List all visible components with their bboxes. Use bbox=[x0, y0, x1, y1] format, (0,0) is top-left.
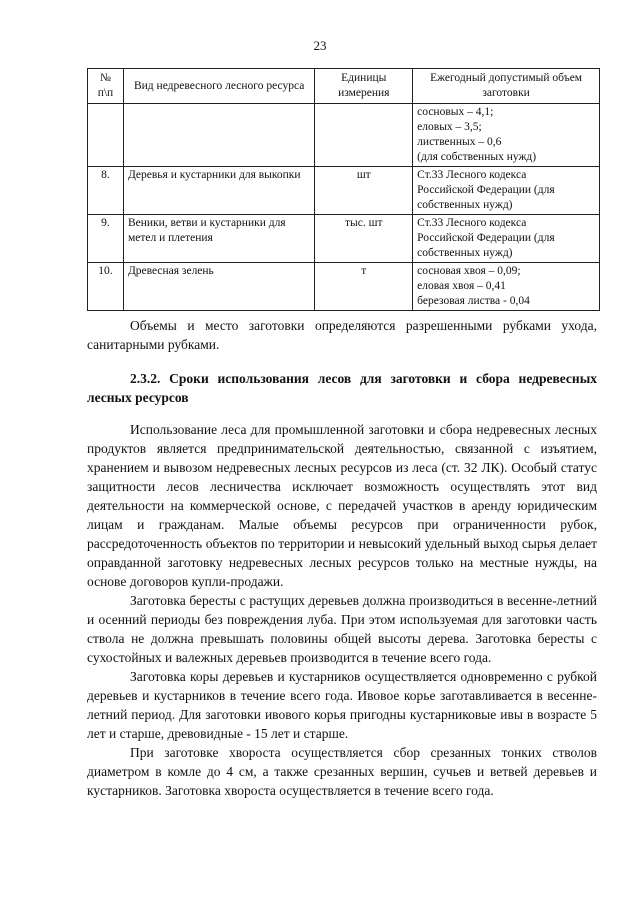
paragraph: Заготовка бересты с растущих деревьев должна производиться в весенне-летний и осенний периоды без повреждения луба. При этом используемая для заготовки часть ствола не должна превышать половины общей высоты дерева. Заготовка бересты с сухостойных и валежных деревьев производится в течение всего года. bbox=[87, 593, 597, 665]
amount-line: собственных нужд) bbox=[417, 199, 513, 211]
table-row bbox=[88, 104, 600, 167]
amount-line: еловых – 3,5; bbox=[417, 121, 482, 133]
header-annual-volume: Ежегодный допустимый объем заготовки bbox=[413, 69, 600, 104]
paragraph: Использование леса для промышленной заготовки и сбора недревесных лесных продуктов является предпринимательской деятельностью, связанной с изъятием, хранением и вывозом недревесных лесных ресурсов из леса (ст. 32 ЛК). Особый статус защитности лесов лесничества исключает возможность осуществлять этот вид деятельности на коммерческой основе, с передачей участков в аренду юридическим лицам и гражданам. Малые объемы ресурсов при ограниченности рубок, рассредоточенность объектов по территории и невысокий удельный выход сырья делает оправданной заготовку недревесных лесных ресурсов только на местные нужды, на основе договоров купли-продажи. bbox=[87, 422, 597, 589]
row-unit: тыс. шт bbox=[315, 215, 413, 263]
row-resource: Древесная зелень bbox=[123, 263, 314, 311]
table-row bbox=[88, 167, 600, 215]
row-number bbox=[88, 104, 124, 167]
forest-resources-table bbox=[87, 68, 600, 311]
row-number: 10. bbox=[88, 263, 124, 311]
row-resource: Деревья и кустарники для выкопки bbox=[123, 167, 314, 215]
header-resource-type: Вид недревесного лесного ресурса bbox=[123, 69, 314, 104]
row-resource: Веники, ветви и кустарники для метел и плетения bbox=[123, 215, 314, 263]
row-amount bbox=[413, 167, 600, 215]
amount-line: Ст.33 Лесного кодекса bbox=[417, 169, 527, 181]
row-unit: шт bbox=[315, 167, 413, 215]
table-header-row bbox=[88, 69, 600, 104]
amount-line: собственных нужд) bbox=[417, 247, 513, 259]
amount-line: лиственных – 0,6 bbox=[417, 136, 502, 148]
harvest-volumes-paragraph bbox=[87, 316, 597, 354]
amount-line: еловая хвоя – 0,41 bbox=[417, 280, 506, 292]
paragraph: Заготовка коры деревьев и кустарников осуществляется одновременно с рубкой деревьев и кустарников в течение всего года. Ивовое корье заготавливается в весенне-летний период. Для заготовки ивового корья пригодны кустарниковые ивы в возрасте 5 лет и старше, древовидные - 15 лет и старше. bbox=[87, 669, 597, 741]
header-unit: Единицы измерения bbox=[315, 69, 413, 104]
amount-line: Российской Федерации (для bbox=[417, 184, 555, 196]
header-number: № п\п bbox=[88, 69, 124, 104]
row-unit: т bbox=[315, 263, 413, 311]
section-heading: 2.3.2. Сроки использования лесов для заготовки и сбора недревесных лесных ресурсов bbox=[87, 371, 597, 405]
amount-line: Ст.33 Лесного кодекса bbox=[417, 217, 527, 229]
paragraph: При заготовке хвороста осуществляется сбор срезанных тонких стволов диаметром в комле до 4 см, а также срезанных вершин, сучьев и ветвей деревьев и кустарников. Заготовка хвороста осуществляется в течение всего года. bbox=[87, 745, 597, 798]
section-body bbox=[87, 420, 597, 800]
amount-line: березовая листва - 0,04 bbox=[417, 295, 530, 307]
amount-line: Российской Федерации (для bbox=[417, 232, 555, 244]
row-number: 8. bbox=[88, 167, 124, 215]
row-amount bbox=[413, 263, 600, 311]
row-amount bbox=[413, 104, 600, 167]
row-unit bbox=[315, 104, 413, 167]
row-resource bbox=[123, 104, 314, 167]
table-row bbox=[88, 215, 600, 263]
amount-line: сосновых – 4,1; bbox=[417, 106, 494, 118]
table-row bbox=[88, 263, 600, 311]
row-number: 9. bbox=[88, 215, 124, 263]
amount-line: (для собственных нужд) bbox=[417, 151, 537, 163]
row-amount bbox=[413, 215, 600, 263]
amount-line: сосновая хвоя – 0,09; bbox=[417, 265, 521, 277]
paragraph: Объемы и место заготовки определяются разрешенными рубками ухода, санитарными рубками. bbox=[87, 318, 597, 352]
page-number: 23 bbox=[313, 38, 327, 53]
